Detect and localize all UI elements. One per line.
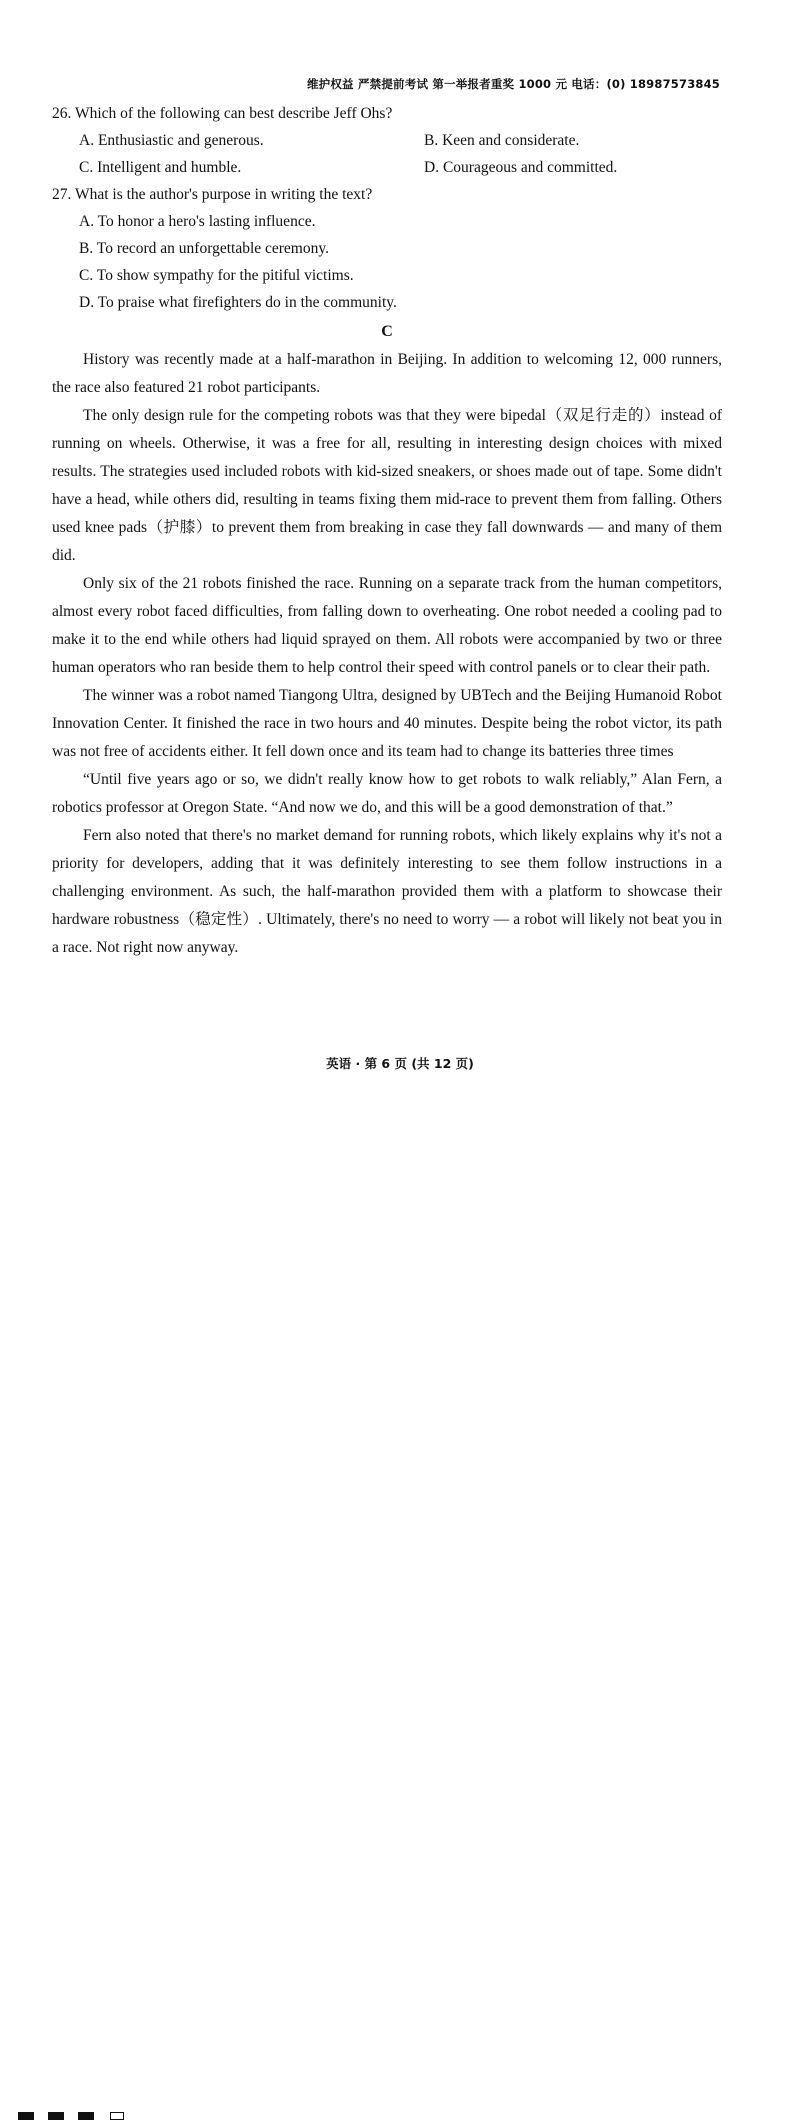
question-stem: 27. What is the author's purpose in writing the text? — [52, 186, 373, 203]
option-a: A. Enthusiastic and generous. — [79, 132, 264, 149]
passage-paragraph-6: Fern also noted that there's no market demand for running robots, which likely explains why it's not a priority for developers, adding that it was definitely interesting to see them follow instructions in a challenging environment. As such, the half-marathon provided them with a platform to showcase their hardware robustness（稳定性）. Ultimately, there's no need to worry — a robot will likely not beat you in a race. Not right now anyway. — [52, 827, 722, 956]
section-title: C — [381, 323, 393, 340]
passage-paragraph-2: The only design rule for the competing robots was that they were bipedal（双足行走的）instead of running on wheels. Otherwise, it was a free for all, resulting in interesting design choices with mixed results. The strategies used included robots with kid-sized sneakers, or shoes made out of tape. Some didn't have a head, while others did, resulting in teams fixing them mid-race to prevent them from falling. Others used knee pads（护膝）to prevent them from breaking in case they fall downwards — and many of them did. — [52, 407, 722, 564]
option-grid — [52, 127, 722, 181]
question-26 — [52, 100, 722, 181]
option-b: B. Keen and considerate. — [424, 132, 580, 149]
filled-square-icon — [78, 2112, 94, 2120]
question-27 — [52, 181, 722, 316]
option-a: A. To honor a hero's lasting influence. — [79, 213, 316, 230]
empty-square-icon — [110, 2112, 124, 2120]
exam-page-content — [52, 100, 722, 962]
option-d: D. Courageous and committed. — [424, 159, 618, 176]
passage-paragraph-4: The winner was a robot named Tiangong Ultra, designed by UBTech and the Beijing Humanoid Robot Innovation Center. It finished the race in two hours and 40 minutes. Despite being the robot victor, its path was not free of accidents either. It fell down once and its team had to change its batteries three times — [52, 687, 722, 760]
option-c: C. To show sympathy for the pitiful victims. — [79, 267, 354, 284]
passage-paragraph-1: History was recently made at a half-marathon in Beijing. In addition to welcoming 12, 000 runners, the race also featured 21 robot participants. — [52, 351, 722, 396]
option-list — [52, 208, 722, 316]
passage-paragraph-3: Only six of the 21 robots finished the race. Running on a separate track from the human competitors, almost every robot faced difficulties, from falling down to overheating. One robot needed a cooling pad to make it to the end while others had liquid sprayed on them. All robots were accompanied by two or three human operators who ran beside them to help control their speed with control panels or to clear their path. — [52, 575, 722, 676]
question-stem: 26. Which of the following can best describe Jeff Ohs? — [52, 105, 393, 122]
filled-square-icon — [18, 2112, 34, 2120]
passage-paragraph-5: “Until five years ago or so, we didn't really know how to get robots to walk reliably,” Alan Fern, a robotics professor at Oregon State. “And now we do, and this will be a good demonstration of that.” — [52, 771, 722, 816]
option-b: B. To record an unforgettable ceremony. — [79, 240, 329, 257]
anti-leak-notice: 维护权益 严禁提前考试 第一举报者重奖 1000 元 电话：(0) 18987573845 — [306, 77, 720, 91]
option-c: C. Intelligent and humble. — [79, 159, 242, 176]
page-number: 英语 · 第 6 页 (共 12 页) — [326, 1056, 474, 1071]
option-d: D. To praise what firefighters do in the community. — [79, 294, 397, 311]
filled-square-icon — [48, 2112, 64, 2120]
